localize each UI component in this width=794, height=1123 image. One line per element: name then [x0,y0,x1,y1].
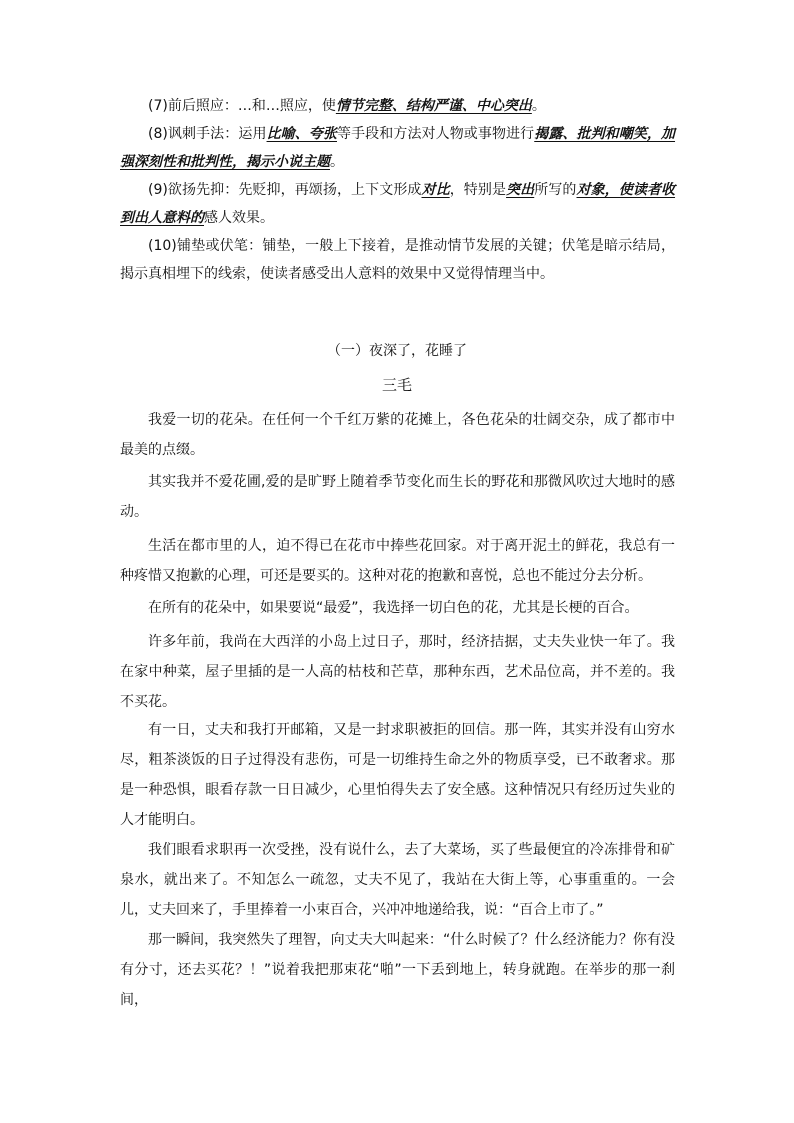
note-9-emphasis: 对比 [421,182,450,198]
note-7 [120,92,675,120]
note-9-text: 先贬抑，再颂扬，上下文形成 [238,182,422,198]
note-8-text-mid: 等手段和方法对人物或事物进行 [337,126,535,142]
note-8-text: 运用 [238,126,267,142]
note-10 [120,232,675,288]
note-8 [120,120,675,176]
note-8-emphasis: 比喻、夸张 [266,126,337,142]
note-7-text: …和…照应，使 [237,98,336,114]
note-9-emphasis-2: 突出 [506,182,535,198]
note-7-label: (7)前后照应： [148,98,238,114]
story-paragraph-2: 其实我并不爱花圃,爱的是旷野上随着季节变化而生长的野花和那微风吹过大地时的感动。 [120,474,675,520]
story-title: （一）夜深了，花睡了 [327,343,467,359]
note-8-label: (8)讽刺手法： [148,126,239,142]
note-9 [120,176,675,232]
story-paragraph-6: 有一日，丈夫和我打开邮箱，又是一封求职被拒的回信。那一阵，其实并没有山穷水尽，粗茶淡饭的日子过得没有悲伤，可是一切维持生命之外的物质享受，已不敢奢求。那是一种恐惧，眼看存款一日日减少，心里怕得失去了安全感。这种情况只有经历过失业的人才能明白。 [120,722,675,828]
story-paragraph-5: 许多年前，我尚在大西洋的小岛上过日子，那时，经济拮据，丈夫失业快一年了。我在家中种菜，屋子里插的是一人高的枯枝和芒草，那种东西，艺术品位高，并不差的。我不买花。 [120,634,675,710]
story-paragraph-7: 我们眼看求职再一次受挫，没有说什么，去了大菜场，买了些最便宜的冷冻排骨和矿泉水，就出来了。不知怎么一疏忽，丈夫不见了，我站在大街上等，心事重重的。一会儿，丈夫回来了，手里捧着一小束百合，兴冲冲地递给我，说：“百合上市了。” [120,842,675,918]
note-7-end: 。 [531,98,546,114]
note-8-end: 。 [330,154,344,170]
story-author: 三毛 [381,376,412,394]
note-9-text-mid-2: 所写的 [534,182,577,198]
note-10-text: 铺垫，一般上下接着，是推动情节发展的关键；伏笔是暗示结局，揭示真相埋下的线索，使读者感受出人意料的效果中又觉得情理当中。 [120,238,675,282]
note-9-end: 感人效果。 [204,210,274,226]
note-7-emphasis: 情节完整、结构严谨、中心突出 [335,98,532,114]
note-8-emphasis-2: 揭露、批判和嘲笑，加强深刻性和批判性，揭示小说主题 [120,126,676,170]
story-paragraph-1: 我爱一切的花朵。在任何一个千红万紫的花摊上，各色花朵的壮阔交杂，成了都市中最美的点缀。 [120,412,675,458]
story-paragraph-3: 生活在都市里的人，迫不得已在花市中捧些花回家。对于离开泥土的鲜花，我总有一种疼惜又抱歉的心理，可还是要买的。这种对花的抱歉和喜悦，总也不能过分去分析。 [120,538,675,584]
note-9-text-mid: ，特别是 [449,182,507,198]
story-paragraph-4: 在所有的花朵中，如果要说“最爱”，我选择一切白色的花，尤其是长梗的百合。 [148,600,639,616]
note-9-emphasis-3: 对象，使读者收到出人意料的 [120,182,676,226]
note-10-label: (10)铺垫或伏笔： [148,238,263,254]
note-9-label: (9)欲扬先抑： [148,182,239,198]
story-paragraph-8: 那一瞬间，我突然失了理智，向丈夫大叫起来：“什么时候了？什么经济能力？你有没有分寸，还去买花？！”说着我把那束花“啪”一下丢到地上，转身就跑。在举步的那一刹间， [120,932,675,1008]
